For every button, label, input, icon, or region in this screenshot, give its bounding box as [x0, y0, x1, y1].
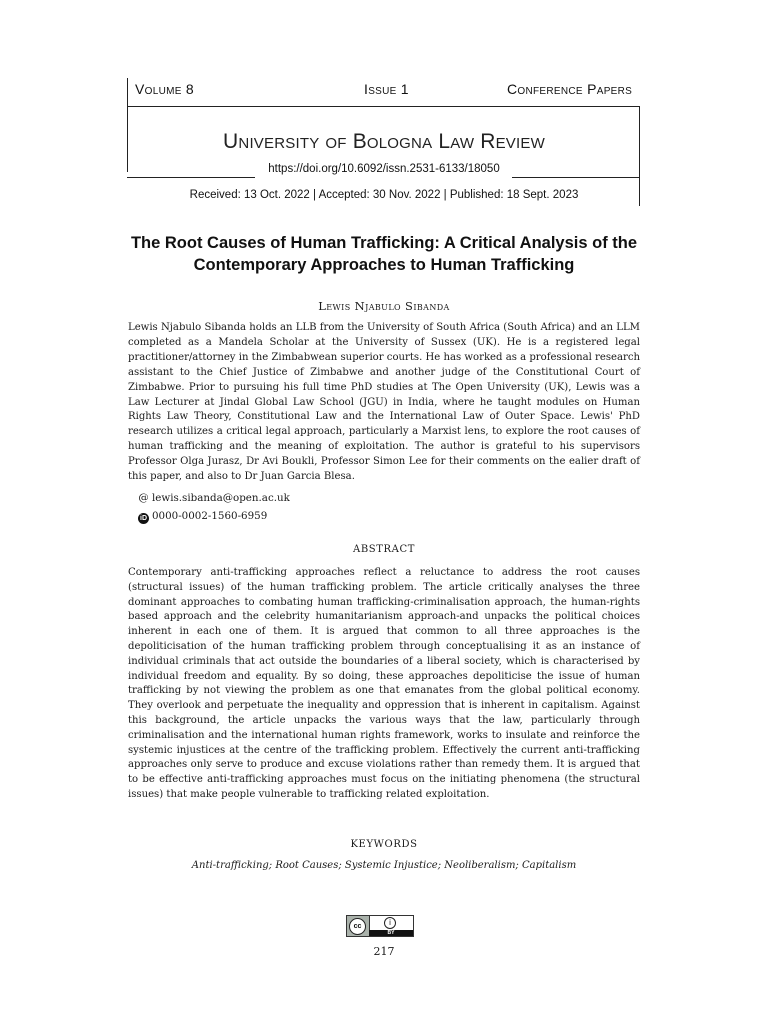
journal-title: University of Bologna Law Review [223, 130, 545, 153]
email-icon: @ [138, 492, 149, 504]
attribution-icon: i [384, 917, 396, 929]
section-label: Conference Papers [507, 81, 633, 97]
publication-dates: Received: 13 Oct. 2022 | Accepted: 30 Nov. 2022 | Published: 18 Sept. 2023 [189, 189, 579, 201]
page-number: 217 [373, 945, 395, 958]
doi-link[interactable]: https://doi.org/10.6092/issn.2531-6133/18050 [268, 163, 500, 175]
author-name: Lewis Njabulo Sibanda [318, 299, 450, 313]
issue-label: Issue 1 [364, 81, 409, 97]
cc-icon: cc [349, 918, 366, 935]
article-title: The Root Causes of Human Trafficking: A Critical Analysis of the Contemporary Approaches to Human Trafficking [130, 234, 638, 274]
author-bio: Lewis Njabulo Sibanda holds an LLB from the University of South Africa (South Africa) and an LLM completed as a Mandela Scholar at the University of Sussex (UK). He is a registered legal practitioner/attorney in the Zimbabwean superior courts. He has worked as a professional research assistant to the Chief Justice of Zimbabwe and another judge of the Constitutional Court of Zimbabwe. Prior to pursuing his full time PhD studies at The Open University (UK), Lewis was a Law Lecturer at Jindal Global Law School (JGU) in India, where he taught modules on Human Rights Law Theory, Constitutional Law and the International Law of Outer Space. Lewis' PhD research utilizes a critical legal approach, particularly a Marxist lens, to explore the root causes of human trafficking and the meaning of exploitation. The author is grateful to his supervisors Professor Olga Jurasz, Dr Avi Boukli, Professor Simon Lee for their comments on the ealier draft of this paper, and also to Dr Juan Garcia Blesa. [128, 322, 640, 483]
keywords-list: Anti-trafficking; Root Causes; Systemic Injustice; Neoliberalism; Capitalism [191, 860, 577, 871]
by-label: BY [387, 930, 395, 936]
abstract-heading: ABSTRACT [353, 544, 415, 555]
orcid-link[interactable]: 0000-0002-1560-6959 [152, 510, 268, 522]
header-top-rule [127, 106, 640, 107]
orcid-icon: iD [140, 515, 147, 522]
volume-label: Volume 8 [135, 81, 194, 97]
header-left-rule [127, 78, 128, 172]
doi-left-rule [127, 177, 255, 178]
abstract-text: Contemporary anti-trafficking approaches reflect a reluctance to address the root causes (structural issues) of the human trafficking problem. The article critically analyses the three dominant approaches to combating human trafficking-criminalisation approach, the human-rights based approach and the celebrity humanitarianism approach-and unpacks the political choices inherent in each one of them. It is argued that common to all three approaches is the depoliticisation of the human trafficking problem through conceptualising it as an instance of individual criminals that act outside the boundaries of a liberal society, which is characterised by individual freedom and equality. By so doing, these approaches depoliticise the issue of human trafficking by not viewing the problem as one that emanates from the global political economy. They overlook and perpetuate the inequality and oppression that is inherent in capitalism. Against this background, the article unpacks the various ways that the law, particularly through criminalisation and the international human rights framework, works to insulate and reinforce the systemic injustices at the centre of the trafficking problem. Effectively the current anti-trafficking approaches only serve to produce and excuse violations rather than remedy them. It is argued that to be effective anti-trafficking approaches must focus on the initiating phenomena (the structural issues) that make people vulnerable to trafficking related exploitation. [128, 567, 640, 800]
doi-right-rule [512, 177, 640, 178]
email-row [138, 492, 290, 504]
cc-license-badge[interactable] [346, 915, 414, 937]
keywords-heading: KEYWORDS [350, 839, 418, 850]
orcid-row [138, 510, 267, 524]
email-link[interactable]: lewis.sibanda@open.ac.uk [152, 492, 290, 504]
